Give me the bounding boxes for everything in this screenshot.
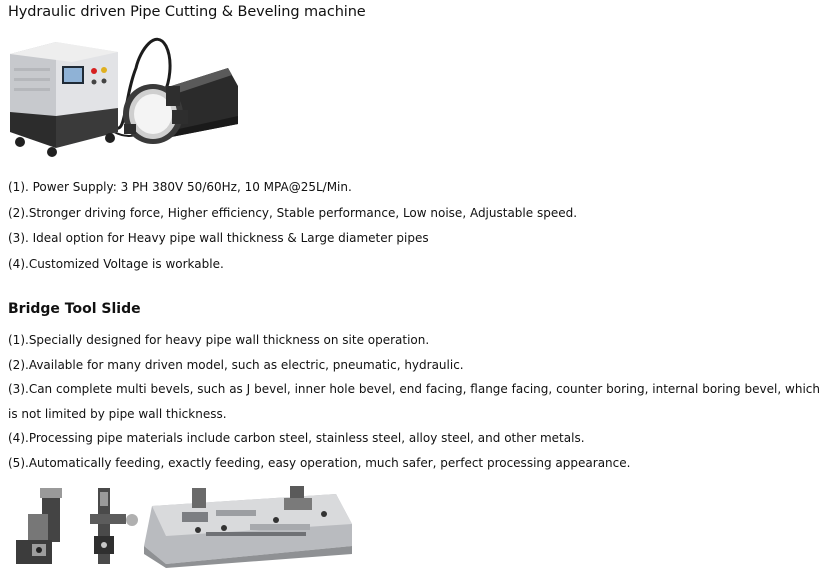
feature-item: (1). Power Supply: 3 PH 380V 50/60Hz, 10 MPA@25L/Min. bbox=[8, 180, 352, 194]
clamp-image bbox=[90, 488, 138, 564]
bridge-feature-item: (2).Available for many driven model, such as electric, pneumatic, hydraulic. bbox=[8, 357, 464, 372]
bridge-feature-item: (3).Can complete multi bevels, such as J bevel, inner hole bevel, end facing, flange facing, counter boring, internal boring bevel, which is not limited by pipe wall thickness. bbox=[8, 382, 820, 421]
feature-list bbox=[8, 178, 577, 280]
feature-item: (2).Stronger driving force, Higher efficiency, Stable performance, Low noise, Adjustable speed. bbox=[8, 205, 578, 220]
bridge-feature-list bbox=[8, 328, 820, 475]
power-unit-image bbox=[10, 42, 118, 157]
feature-item: (3). Ideal option for Heavy pipe wall thickness & Large diameter pipes bbox=[8, 231, 429, 245]
bridge-feature-item: (1).Specially designed for heavy pipe wall thickness on site operation. bbox=[8, 333, 430, 347]
slide-bed-image bbox=[144, 486, 352, 568]
bridge-feature-item: (5).Automatically feeding, exactly feeding, easy operation, much safer, perfect processing appearance. bbox=[8, 455, 631, 470]
tool-slide-photo bbox=[6, 484, 356, 568]
page-title: Hydraulic driven Pipe Cutting & Beveling machine bbox=[8, 4, 366, 20]
bridge-feature-item: (4).Processing pipe materials include carbon steel, stainless steel, alloy steel, and other metals. bbox=[8, 431, 585, 445]
feature-item: (4).Customized Voltage is workable. bbox=[8, 256, 224, 271]
machine-photo bbox=[6, 28, 238, 168]
section-heading-bridge-tool-slide: Bridge Tool Slide bbox=[8, 301, 141, 317]
tool-holder-image bbox=[16, 488, 62, 564]
